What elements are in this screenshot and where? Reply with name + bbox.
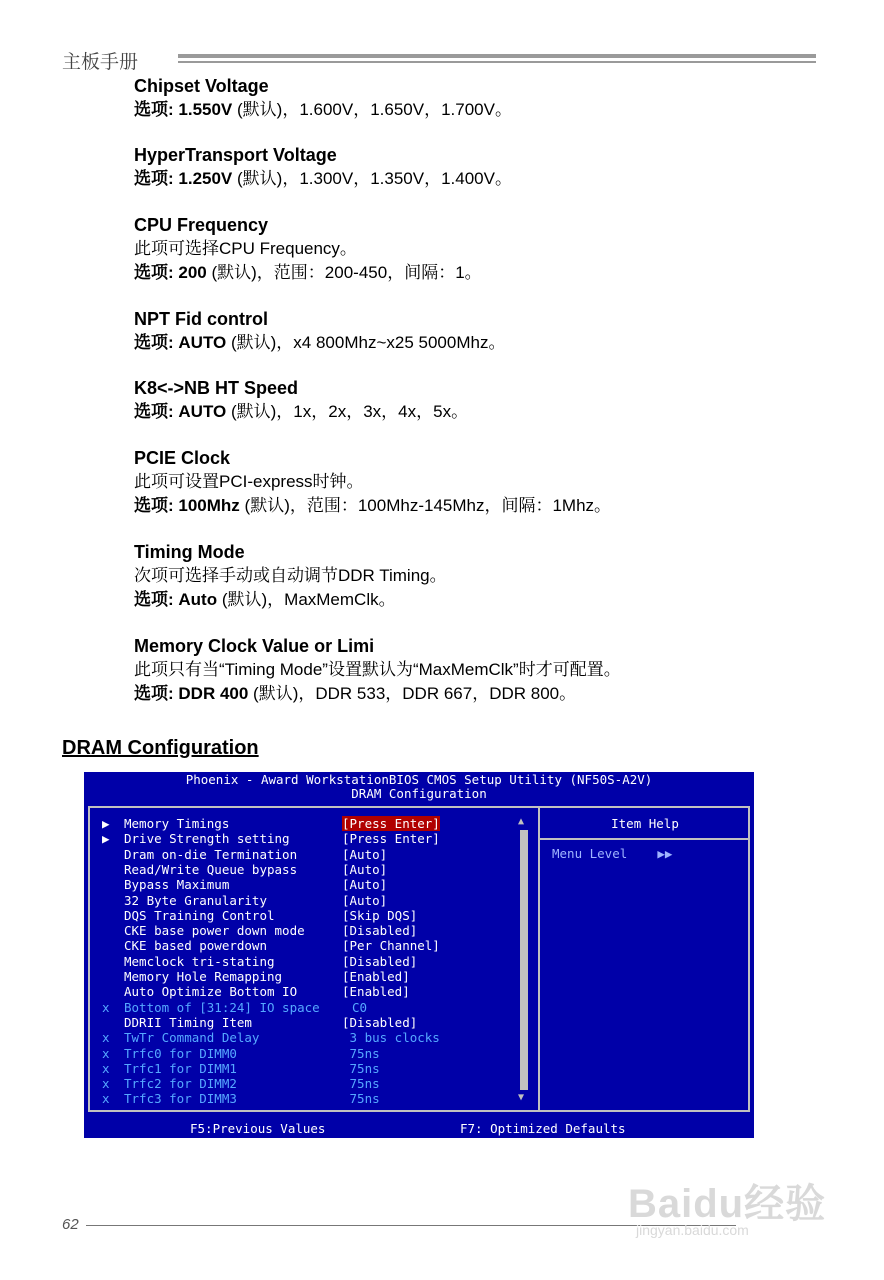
help-rule — [540, 838, 750, 840]
option-prefix: 选项: — [134, 684, 179, 703]
option-text: 此项可设置PCI-express时钟。 — [134, 472, 364, 491]
bios-item-label: Trfc2 for DIMM2 — [124, 1076, 237, 1092]
bios-item-value[interactable]: [Disabled] — [342, 923, 418, 939]
option-title: Memory Clock Value or Limi — [134, 636, 375, 656]
baidu-watermark — [626, 1150, 836, 1250]
option-line — [134, 658, 621, 682]
option-section — [134, 634, 621, 706]
bios-item-value: 3 bus clocks — [342, 1030, 440, 1046]
item-marker: x — [102, 1091, 110, 1107]
option-text: (默认)，范围：100Mhz-145Mhz，间隔：1Mhz。 — [239, 496, 612, 515]
bios-item-value: 75ns — [342, 1091, 380, 1107]
bios-item-label: CKE based powerdown — [124, 938, 267, 954]
header-rule — [178, 54, 816, 58]
bios-item-label: CKE base power down mode — [124, 923, 305, 939]
option-line — [134, 470, 611, 494]
option-line — [134, 588, 447, 612]
footer-optimized-defaults: F7: Optimized Defaults — [460, 1121, 626, 1136]
menu-level-indicator: Menu Level ▶▶ — [552, 846, 673, 861]
option-default: 1.250V — [178, 169, 233, 188]
scrollbar-track[interactable] — [520, 830, 528, 1090]
item-marker: x — [102, 999, 110, 1015]
bios-item-value[interactable]: [Press Enter] — [342, 816, 440, 831]
item-help-title: Item Help — [611, 816, 679, 831]
bios-item-value: 75ns — [342, 1076, 380, 1092]
item-marker: x — [102, 1045, 110, 1061]
option-text: (默认)，x4 800Mhz~x25 5000Mhz。 — [226, 333, 506, 352]
option-prefix: 选项: — [134, 590, 179, 609]
bios-item-value[interactable]: [Auto] — [342, 861, 388, 877]
watermark-logo-text: Baidu经验 — [628, 1182, 827, 1226]
option-default: AUTO — [178, 402, 227, 421]
bios-item-label: Read/Write Queue bypass — [124, 861, 298, 877]
option-text: (默认)，1.600V，1.650V，1.700V。 — [232, 100, 512, 119]
bios-item-value[interactable]: [Auto] — [342, 892, 388, 908]
bios-item-value[interactable]: [Per Channel] — [342, 938, 440, 954]
submenu-arrow-icon: ▶ — [102, 831, 110, 847]
bios-item-label: 32 Byte Granularity — [124, 892, 267, 908]
option-title: PCIE Clock — [134, 448, 231, 468]
submenu-arrow-icon: ▶ — [102, 816, 110, 831]
option-line — [134, 494, 611, 518]
bios-item-label: Trfc3 for DIMM3 — [124, 1091, 237, 1107]
option-default: DDR 400 — [178, 684, 249, 703]
option-title: NPT Fid control — [134, 309, 268, 329]
bios-item-label: Trfc1 for DIMM1 — [124, 1060, 237, 1076]
footer-previous-values: F5:Previous Values — [190, 1121, 326, 1136]
item-marker: x — [102, 1060, 110, 1076]
option-prefix: 选项: — [134, 100, 179, 119]
option-text: 次项可选择手动或自动调节DDR Timing。 — [134, 566, 447, 585]
option-section — [134, 446, 611, 518]
option-section — [134, 376, 468, 424]
bios-item-label: Auto Optimize Bottom IO — [124, 984, 298, 1000]
bios-item-label: Dram on-die Termination — [124, 846, 298, 862]
option-default: Auto — [178, 590, 218, 609]
bios-utility-title: Phoenix - Award WorkstationBIOS CMOS Setup Utility (NF50S-A2V) — [185, 772, 653, 787]
option-line — [134, 261, 482, 285]
option-line — [134, 564, 447, 588]
bios-item-value: C0 — [352, 999, 368, 1015]
option-line — [134, 400, 468, 424]
option-section — [134, 307, 505, 355]
option-text: (默认)，1.300V，1.350V，1.400V。 — [232, 169, 512, 188]
option-prefix: 选项: — [134, 496, 179, 515]
option-title: HyperTransport Voltage — [134, 145, 337, 165]
bios-item-value: 75ns — [342, 1045, 380, 1061]
option-line — [134, 237, 482, 261]
option-line — [134, 682, 621, 706]
option-text: 此项可选择CPU Frequency。 — [134, 239, 357, 258]
watermark-url: jingyan.baidu.com — [636, 1222, 749, 1238]
option-title: K8<->NB HT Speed — [134, 378, 299, 398]
option-title: CPU Frequency — [134, 215, 269, 235]
bios-item-value[interactable]: [Enabled] — [342, 984, 410, 1000]
bios-item-value[interactable]: [Auto] — [342, 846, 388, 862]
bios-item-value[interactable]: [Press Enter] — [342, 831, 440, 847]
option-line — [134, 331, 505, 355]
option-text: (默认)，DDR 533，DDR 667，DDR 800。 — [248, 684, 577, 703]
bios-item-value[interactable]: [Skip DQS] — [342, 907, 418, 923]
bios-item-label: Memory Hole Remapping — [124, 969, 283, 984]
option-section — [134, 540, 447, 612]
item-marker: x — [102, 1076, 110, 1092]
option-prefix: 选项: — [134, 263, 179, 282]
scroll-up-icon[interactable]: ▲ — [518, 816, 525, 827]
bios-item-label: Trfc0 for DIMM0 — [124, 1045, 237, 1061]
option-section — [134, 143, 512, 191]
bios-item-label: Bottom of [31:24] IO space — [124, 999, 320, 1015]
bios-item-label: Drive Strength setting — [124, 831, 290, 847]
option-title: Timing Mode — [134, 542, 245, 562]
page-number: 62 — [62, 1216, 79, 1233]
bios-item-value[interactable]: [Auto] — [342, 877, 388, 893]
option-prefix: 选项: — [134, 402, 179, 421]
option-default: 100Mhz — [178, 496, 240, 515]
option-line — [134, 167, 512, 191]
option-prefix: 选项: — [134, 333, 179, 352]
bios-item-label: TwTr Command Delay — [124, 1030, 260, 1046]
option-text: 此项只有当“Timing Mode”设置默认为“MaxMemClk”时才可配置。 — [134, 660, 621, 679]
bios-item-label: DDRII Timing Item — [124, 1014, 252, 1030]
bios-item-value[interactable]: [Enabled] — [342, 969, 410, 984]
item-marker: x — [102, 1030, 110, 1046]
option-line — [134, 98, 512, 122]
bios-item-label: DQS Training Control — [124, 907, 275, 923]
option-prefix: 选项: — [134, 169, 179, 188]
bios-item-value: 75ns — [342, 1060, 380, 1076]
option-text: (默认)，MaxMemClk。 — [217, 590, 396, 609]
bios-item-value[interactable]: [Disabled] — [342, 953, 418, 969]
header-rule-thin — [178, 61, 816, 63]
option-text: (默认)，范围：200-450，间隔：1。 — [206, 263, 482, 282]
bios-divider — [538, 806, 540, 1112]
option-section — [134, 74, 512, 122]
dram-configuration-heading: DRAM Configuration — [62, 737, 259, 759]
option-default: 200 — [178, 263, 207, 282]
bios-item-value[interactable]: [Disabled] — [342, 1014, 418, 1030]
option-text: (默认)，1x，2x，3x，4x，5x。 — [226, 402, 469, 421]
option-section — [134, 213, 482, 285]
bios-screenshot — [84, 772, 754, 1138]
bios-page-title: DRAM Configuration — [351, 786, 487, 801]
bios-item-label: Memory Timings — [124, 816, 230, 831]
bios-item-label: Bypass Maximum — [124, 877, 230, 893]
option-title: Chipset Voltage — [134, 76, 269, 96]
option-default: AUTO — [178, 333, 227, 352]
option-default: 1.550V — [178, 100, 233, 119]
manual-header-title: 主板手册 — [62, 51, 139, 73]
bios-item-label: Memclock tri-stating — [124, 953, 275, 969]
scroll-down-icon[interactable]: ▼ — [518, 1092, 525, 1103]
